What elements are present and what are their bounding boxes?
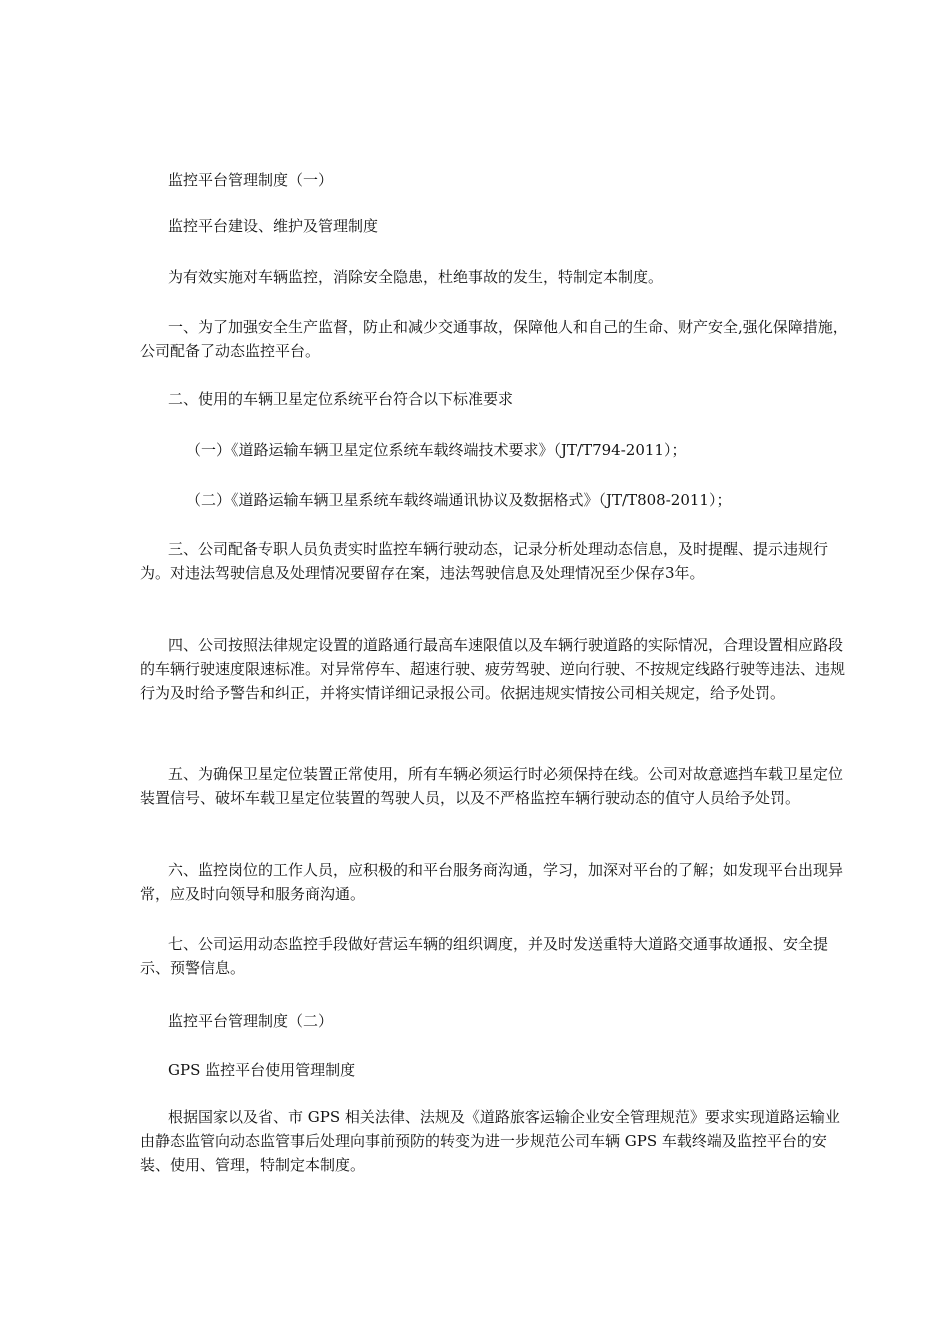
clause-3: 三、公司配备专职人员负责实时监控车辆行驶动态，记录分析处理动态信息，及时提醒、提示违规行为。对违法驾驶信息及处理情况要留存在案，违法驾驶信息及处理情况至少保存3年。 xyxy=(140,540,829,582)
section-subtitle-1: 监控平台建设、维护及管理制度 xyxy=(168,217,379,235)
section-subtitle-2: GPS 监控平台使用管理制度 xyxy=(168,1061,356,1079)
clause-1: 一、为了加强安全生产监督，防止和减少交通事故，保障他人和自己的生命、财产安全,强化保障措施，公司配备了动态监控平台。 xyxy=(140,318,848,360)
section-title-1: 监控平台管理制度（一） xyxy=(168,171,334,189)
intro-paragraph-2: 根据国家以及省、市 GPS 相关法律、法规及《道路旅客运输企业安全管理规范》要求实现道路运输业由静态监管向动态监管事后处理向事前预防的转变为进一步规范公司车辆 GPS 车载终端及监控平台的安装、使用、管理，特制定本制度。 xyxy=(140,1108,840,1174)
clause-6: 六、监控岗位的工作人员，应积极的和平台服务商沟通，学习，加深对平台的了解；如发现平台出现异常，应及时向领导和服务商沟通。 xyxy=(140,861,844,903)
clause-2: 二、使用的车辆卫星定位系统平台符合以下标准要求 xyxy=(168,390,514,408)
intro-paragraph: 为有效实施对车辆监控，消除安全隐患，杜绝事故的发生，特制定本制度。 xyxy=(168,268,664,286)
clause-7: 七、公司运用动态监控手段做好营运车辆的组织调度，并及时发送重特大道路交通事故通报、安全提示、预警信息。 xyxy=(140,935,829,977)
clause-2-standard-1: （一）《道路运输车辆卫星定位系统车载终端技术要求》（JT/T794-2011）； xyxy=(186,441,687,459)
clause-4: 四、公司按照法律规定设置的道路通行最高车速限值以及车辆行驶道路的实际情况，合理设置相应路段的车辆行驶速度限速标准。对异常停车、超速行驶、疲劳驾驶、逆向行驶、不按规定线路行驶等违法、违规行为及时给予警告和纠正，并将实情详细记录报公司。依据违规实情按公司相关规定，给予处罚。 xyxy=(140,636,846,702)
clause-5: 五、为确保卫星定位装置正常使用，所有车辆必须运行时必须保持在线。公司对故意遮挡车载卫星定位装置信号、破坏车载卫星定位装置的驾驶人员，以及不严格监控车辆行驶动态的值守人员给予处罚。 xyxy=(140,765,844,807)
section-title-2: 监控平台管理制度（二） xyxy=(168,1012,334,1030)
clause-2-standard-2: （二）《道路运输车辆卫星系统车载终端通讯协议及数据格式》（JT/T808-2011）； xyxy=(186,491,732,509)
